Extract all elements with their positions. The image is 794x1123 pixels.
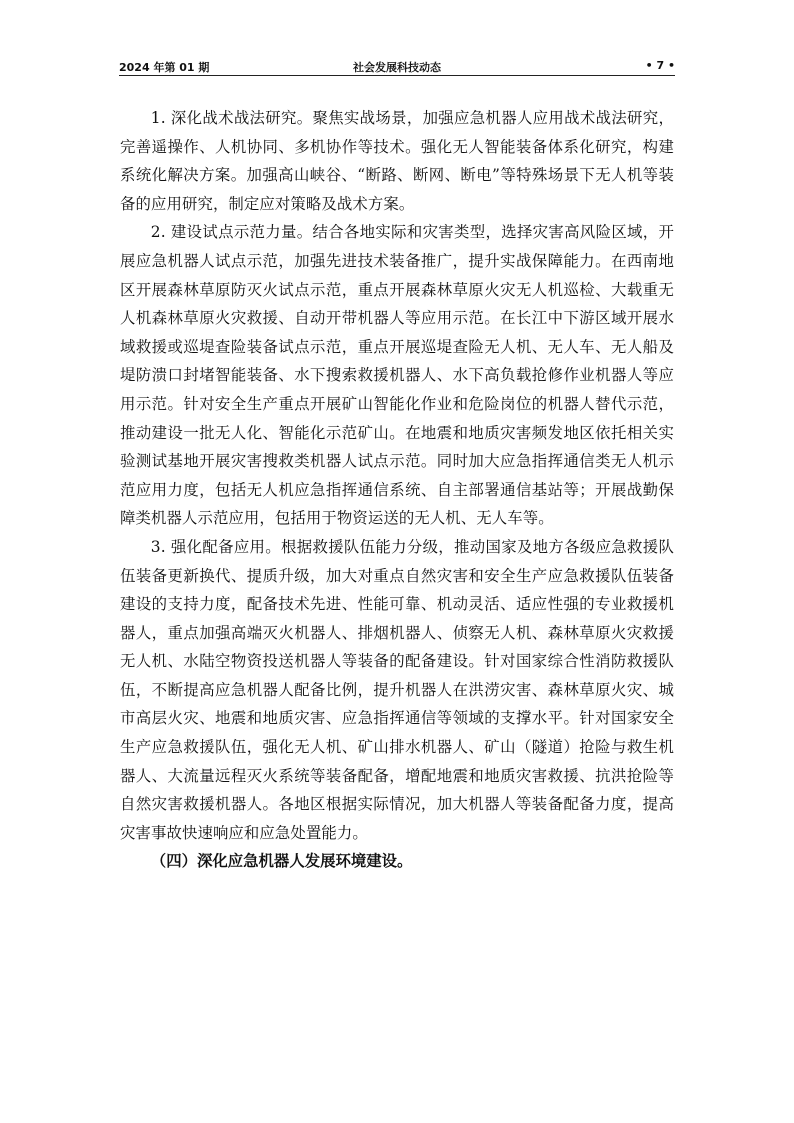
- page-number: • 7 •: [645, 59, 675, 72]
- issue-label: 2024 年第 01 期: [119, 61, 210, 74]
- paragraph-equipment-deployment: 3. 强化配备应用。根据救援队伍能力分级，推动国家及地方各级应急救援队伍装备更新换代、提质升级，加大对重点自然灾害和安全生产应急救援队伍装备建设的支持力度，配备技术先进、性能可靠、机动灵活、适应性强的专业救援机器人，重点加强高端灭火机器人、排烟机器人、侦察无人机、森林草原火灾救援无人机、水陆空物资投送机器人等装备的配备建设。针对国家综合性消防救援队伍，不断提高应急机器人配备比例，提升机器人在洪涝灾害、森林草原火灾、城市高层火灾、地震和地质灾害、应急指挥通信等领域的支撑水平。针对国家安全生产应急救援队伍，强化无人机、矿山排水机器人、矿山（隧道）抢险与救生机器人、大流量远程灭火系统等装备配备，增配地震和地质灾害救援、抗洪抢险等自然灾害救援机器人。各地区根据实际情况，加大机器人等装备配备力度，提高灾害事故快速响应和应急处置能力。: [120, 537, 674, 842]
- page-header: [119, 55, 675, 76]
- paragraph-pilot-demonstration: 2. 建设试点示范力量。结合各地实际和灾害类型，选择灾害高风险区域，开展应急机器人试点示范，加强先进技术装备推广，提升实战保障能力。在西南地区开展森林草原防灭火试点示范，重点开展森林草原火灾无人机巡检、大载重无人机森林草原火灾救援、自动开带机器人等应用示范。在长江中下游区域开展水域救援或巡堤查险装备试点示范，重点开展巡堤查险无人机、无人车、无人船及堤防溃口封堵智能装备、水下搜索救援机器人、水下高负载抢修作业机器人等应用示范。针对安全生产重点开展矿山智能化作业和危险岗位的机器人替代示范，推动建设一批无人化、智能化示范矿山。在地震和地质灾害频发地区依托相关实验测试基地开展灾害搜救类机器人试点示范。同时加大应急指挥通信类无人机示范应用力度，包括无人机应急指挥通信系统、自主部署通信基站等；开展战勤保障类机器人示范应用，包括用于物资运送的无人机、无人车等。: [120, 223, 674, 528]
- paragraph-tactics-research: 1. 深化战术战法研究。聚焦实战场景，加强应急机器人应用战术战法研究，完善遥操作、人机协同、多机协作等技术。强化无人智能装备体系化研究，构建系统化解决方案。加强高山峡谷、“断路、断网、断电”等特殊场景下无人机等装备的应用研究，制定应对策略及战术方案。: [120, 109, 674, 213]
- page-body: [120, 104, 674, 876]
- section-heading: （四）深化应急机器人发展环境建设。: [150, 852, 413, 871]
- publication-title: 社会发展科技动态: [353, 61, 441, 74]
